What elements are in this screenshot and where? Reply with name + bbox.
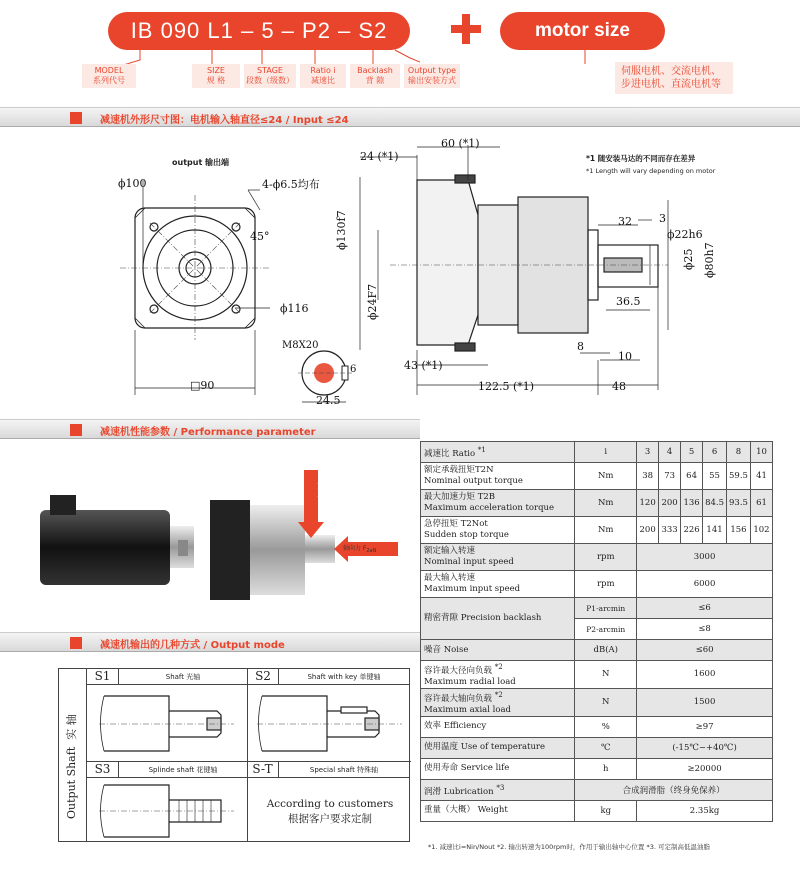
row-label: 容许最大轴向负载 $^{*2}$ Maximum axial load [421,688,575,716]
dim-len1225: 122.5 (*1) [478,380,535,393]
dim-len60: 60 (*1) [441,137,480,150]
ratio-value: 8 [727,442,751,463]
tag-output-type-cn: 输出安装方式 [408,76,456,85]
cell: 41 [750,463,772,490]
ratio-label: 减速比 Ratio $^{*1}$ [421,442,575,463]
side-view-drawing [350,135,670,405]
s2-label: Shaft with key 单键轴 [279,669,409,685]
cell: 3000 [637,544,773,571]
cell: 1600 [637,661,773,689]
tag-model-cn: 系列代号 [93,76,125,85]
cell: 226 [681,517,703,544]
tag-backlash-cn: 背 隙 [365,76,385,85]
ratio-unit: i [575,442,637,463]
table-row [421,517,773,544]
table-row [421,490,773,517]
tag-backlash [350,64,400,88]
dim-d245: 24.5 [316,394,341,407]
radial-force-label: 径向力 $F_{2rN}$ [318,465,328,498]
row-unit: rpm [575,571,637,598]
row-label: 急停扭矩 T2Not Sudden stop torque [421,517,575,544]
tag-output-type-en: Output type [407,66,457,75]
table-row [421,661,773,689]
s3-label: Splinde shaft 花键轴 [119,762,247,778]
table-row [421,758,773,779]
tag-stage [244,64,296,88]
note-en: *1 Length will vary depending on motor [586,167,716,175]
table-row [421,598,773,619]
cell: ≥97 [637,716,773,737]
cell: 38 [637,463,659,490]
row-unit: dB(A) [575,640,637,661]
tag-size [192,64,240,88]
row-unit: P1-arcmin [575,598,637,619]
dim-len24: 24 (*1) [360,150,399,163]
output-mode-panel [58,668,410,842]
cell: ≤60 [637,640,773,661]
section-performance-title: 减速机性能参数 / Performance parameter [100,427,316,438]
cell: 2.35kg [637,800,773,821]
row-unit: % [575,716,637,737]
row-unit: Nm [575,517,637,544]
table-row [421,544,773,571]
row-label: 使用寿命 Service life [421,758,575,779]
section-dimensions-title: 减速机外形尺寸图：电机输入轴直径≤24 / Input ≤24 [100,115,349,126]
table-row [421,640,773,661]
custom-text [251,797,409,827]
table-row [421,571,773,598]
st-code: S-T [247,762,279,778]
cell: ≤8 [637,619,773,640]
s1-shaft-drawing [99,691,239,756]
row-label: 最大加速力矩 T2B Maximum acceleration torque [421,490,575,517]
row-label: 最大输入转速 Maximum input speed [421,571,575,598]
cell: 61 [750,490,772,517]
tag-model-en: MODEL [94,66,124,75]
cell: 55 [703,463,727,490]
section-dimensions-bar [0,107,800,127]
section-output-mode-bar [0,632,420,652]
tag-ratio-cn: 减速比 [311,76,335,85]
row-label: 重量（大概） Weight [421,800,575,821]
cell: 102 [750,517,772,544]
table-row [421,688,773,716]
table-row [421,442,773,463]
row-unit: h [575,758,637,779]
table-row [421,737,773,758]
tag-output-type [404,64,460,88]
tag-ratio [300,64,346,88]
motor-size-banner [500,12,665,50]
cell: 1500 [637,688,773,716]
row-label: 效率 Efficiency [421,716,575,737]
cell: ≤6 [637,598,773,619]
row-unit: P2-arcmin [575,619,637,640]
dim-holes: 4-ϕ6.5均布 [262,178,320,191]
performance-table [420,441,773,822]
table-row [421,779,773,800]
gearbox-photo [30,450,410,610]
tag-size-cn: 规 格 [206,76,226,85]
note-cn: *1 随安装马达的不同而存在差异 [586,154,696,163]
cell: 120 [637,490,659,517]
table-row [421,800,773,821]
dim-key6: 6 [350,364,357,375]
row-unit: Nm [575,490,637,517]
cell: 64 [681,463,703,490]
section-performance-bar [0,419,420,439]
row-unit: ℃ [575,737,637,758]
dim-d25: ϕ25 [682,248,695,270]
section-square-icon [70,424,82,436]
ratio-value: 4 [659,442,681,463]
dim-len32: 32 [618,215,632,228]
dim-angle: 45° [250,230,270,243]
cell: 333 [659,517,681,544]
backlash-label: 精密背隙 Precision backlash [421,598,575,640]
motor-size-label: motor size [534,20,631,41]
table-row [421,716,773,737]
cell: 84.5 [703,490,727,517]
cell: 93.5 [727,490,751,517]
ratio-value: 5 [681,442,703,463]
dim-len3: 3 [659,212,666,225]
table-row [421,463,773,490]
motor-types-line1: 伺服电机、交流电机、 [621,66,721,77]
motor-types [615,62,733,94]
axial-force-label: 轴向力 $F_{2aN}$ [343,545,377,555]
dim-d130: ϕ130f7 [335,210,348,250]
dim-d80: ϕ80h7 [703,242,716,278]
row-label: 容许最大径向负载 $^{*2}$ Maximum radial load [421,661,575,689]
row-label: 使用温度 Use of temperature [421,737,575,758]
ratio-value: 3 [637,442,659,463]
section-square-icon [70,112,82,124]
tag-size-en: SIZE [207,66,225,75]
s2-code: S2 [247,669,279,685]
row-label: 额定输入转速 Nominal input speed [421,544,575,571]
dim-d100: ϕ100 [118,177,147,190]
dim-len10: 10 [618,350,632,363]
motor-connector [575,46,595,66]
model-code: IB 090 L1 – 5 – P2 – S2 [130,18,388,43]
tag-stage-cn: 段数（级数） [246,76,294,85]
cell: (-15℃~+40℃) [637,737,773,758]
ratio-value: 6 [703,442,727,463]
s3-shaft-drawing [99,782,239,840]
cell: 59.5 [727,463,751,490]
footnote: *1. 减速比i=Nin/Nout *2. 输出转速为100rpm时，作用于输出轴中心位置 *3. 可定制高低温油脂 [428,843,710,851]
cell: 合成润滑脂（终身免保养） [575,779,773,800]
output-shaft-side-label: Output Shaft 实 轴 [65,714,78,819]
dim-thread: M8X20 [282,340,319,351]
st-label: Special shaft 特殊轴 [279,762,409,778]
dim-len365: 36.5 [616,295,641,308]
row-label: 润滑 Lubrication $^{*3}$ [421,779,575,800]
s1-code: S1 [87,669,119,685]
dim-d24: ϕ24F7 [366,283,379,320]
row-unit: N [575,688,637,716]
cell: 200 [637,517,659,544]
cell: 6000 [637,571,773,598]
row-unit: Nm [575,463,637,490]
s3-code: S3 [87,762,119,778]
row-unit: kg [575,800,637,821]
output-shaft-sidebar [59,669,87,841]
tag-ratio-en: Ratio i [310,66,336,75]
custom-cn: 根据客户要求定制 [288,813,372,825]
row-unit: rpm [575,544,637,571]
cell: 136 [681,490,703,517]
section-square-icon [70,637,82,649]
motor-types-line2: 步进电机、直流电机等 [621,79,721,90]
output-label: output 输出端 [172,158,230,167]
s2-shaft-drawing [257,691,407,756]
row-label: 额定承载扭矩T2N Nominal output torque [421,463,575,490]
ratio-value: 10 [750,442,772,463]
dim-len8: 8 [577,340,584,353]
dim-d116: ϕ116 [280,302,309,315]
dim-sq90: □90 [190,379,215,392]
section-output-mode-title: 减速机输出的几种方式 / Output mode [100,640,285,651]
dim-len48: 48 [612,380,626,393]
cell: 73 [659,463,681,490]
s1-label: Shaft 光轴 [119,669,247,685]
plus-icon [451,14,481,44]
row-unit: N [575,661,637,689]
cell: 156 [727,517,751,544]
dim-len43: 43 (*1) [404,359,443,372]
cell: 200 [659,490,681,517]
tag-model [82,64,136,88]
custom-en: According to customers [266,798,394,810]
dim-d22: ϕ22h6 [667,228,703,241]
cell: 141 [703,517,727,544]
tag-stage-en: STAGE [257,66,283,75]
tag-backlash-en: Backlash [357,66,393,75]
cell: ≥20000 [637,758,773,779]
row-label: 噪音 Noise [421,640,575,661]
